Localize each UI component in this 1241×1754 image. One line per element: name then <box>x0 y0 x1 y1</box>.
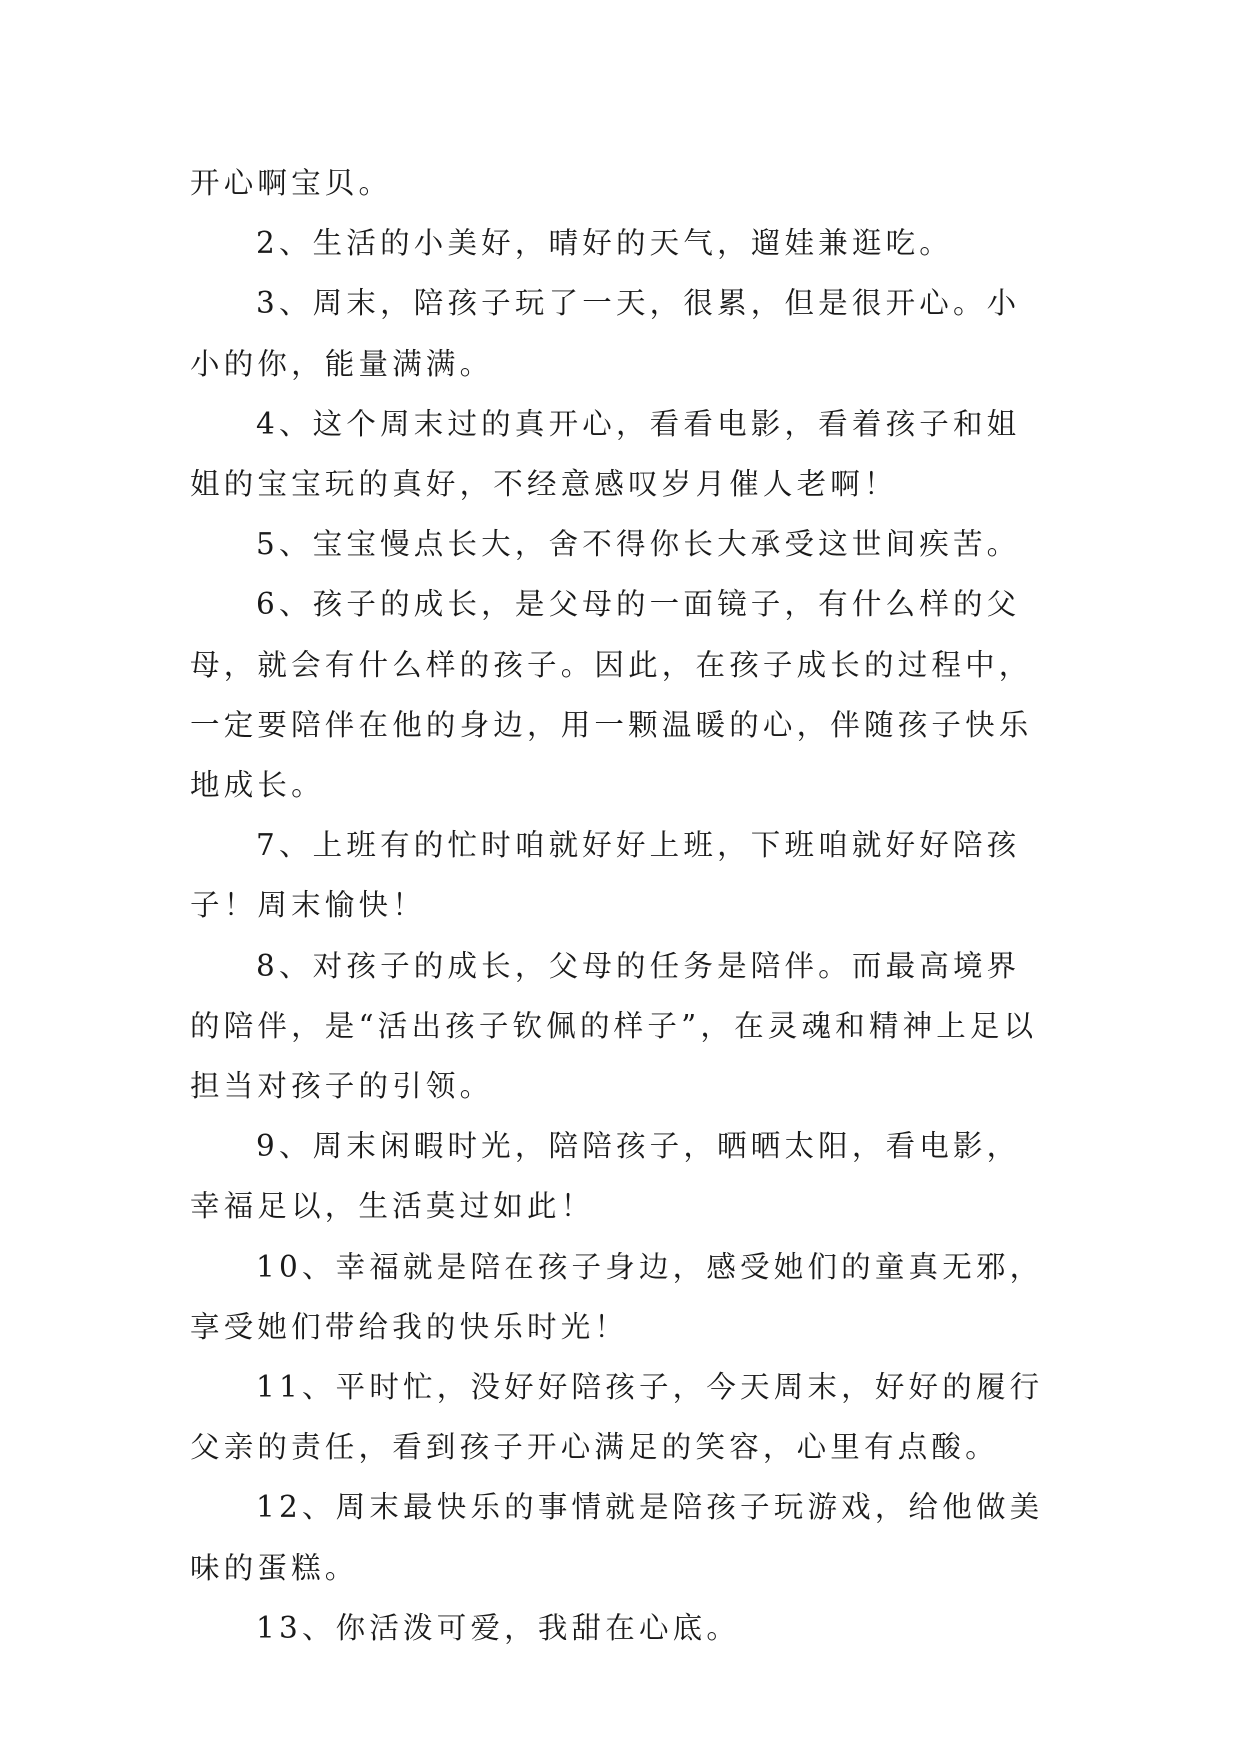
paragraph: 7、上班有的忙时咱就好好上班，下班咱就好好陪孩子！周末愉快！ <box>190 828 1021 923</box>
paragraph: 11、平时忙，没好好陪孩子，今天周末，好好的履行父亲的责任，看到孩子开心满足的笑容，心里有点酸。 <box>190 1370 1044 1465</box>
paragraph: 开心啊宝贝。 <box>190 166 393 200</box>
paragraph: 3、周末，陪孩子玩了一天，很累，但是很开心。小小的你，能量满满。 <box>190 286 1021 381</box>
paragraph: 10、幸福就是陪在孩子身边，感受她们的童真无邪，享受她们带给我的快乐时光！ <box>190 1249 1044 1344</box>
paragraph: 13、你活泼可爱，我甜在心底。 <box>256 1610 741 1645</box>
paragraph: 8、对孩子的成长，父母的任务是陪伴。而最高境界的陪伴，是“活出孩子钦佩的样子”，在灵魂和精神上足以担当对孩子的引领。 <box>190 948 1038 1104</box>
paragraph: 2、生活的小美好，晴好的天气，遛娃兼逛吃。 <box>256 226 953 261</box>
document-body <box>190 153 1050 1658</box>
paragraph: 5、宝宝慢点长大，舍不得你长大承受这世间疾苦。 <box>256 527 1021 562</box>
paragraph: 12、周末最快乐的事情就是陪孩子玩游戏，给他做美味的蛋糕。 <box>190 1490 1044 1585</box>
paragraph: 6、孩子的成长，是父母的一面镜子，有什么样的父母，就会有什么样的孩子。因此，在孩子成长的过程中，一定要陪伴在他的身边，用一颗温暖的心，伴随孩子快乐地成长。 <box>190 587 1033 803</box>
paragraph: 9、周末闲暇时光，陪陪孩子，晒晒太阳，看电影，幸福足以，生活莫过如此！ <box>190 1129 1021 1224</box>
paragraph: 4、这个周末过的真开心，看看电影，看着孩子和姐姐的宝宝玩的真好，不经意感叹岁月催人老啊！ <box>190 406 1021 502</box>
